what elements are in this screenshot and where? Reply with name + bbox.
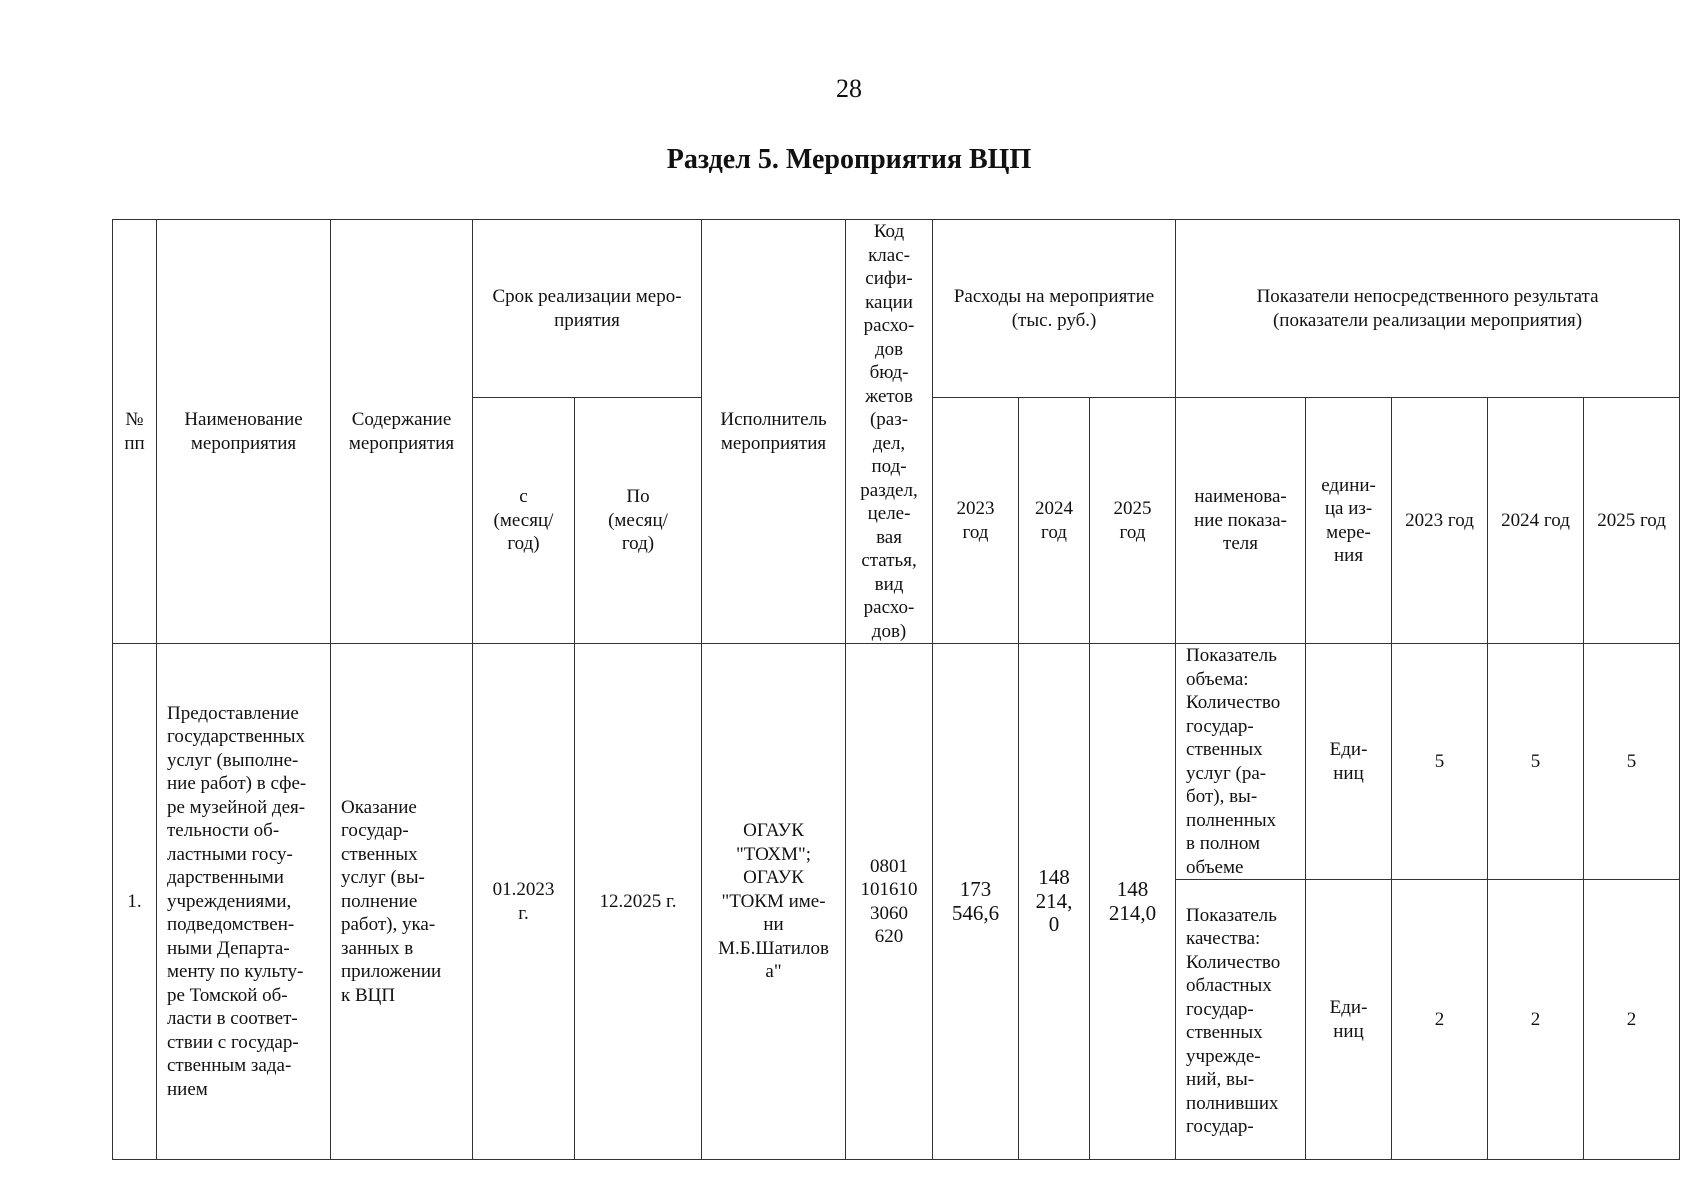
header-name: Наименование мероприятия bbox=[157, 220, 331, 644]
row-executor: ОГАУК "ТОХМ"; ОГАУК "ТОКМ име- ни М.Б.Шатилов а" bbox=[702, 644, 846, 1160]
header-code: Код клас- сифи- кации расхо- дов бюд- жетов (раз- дел, под- раздел, целе- вая статья, вид расхо- дов) bbox=[846, 220, 933, 644]
header-ind-2023: 2023 год bbox=[1392, 398, 1488, 644]
header-executor: Исполнитель мероприятия bbox=[702, 220, 846, 644]
row-code: 0801 101610 3060 620 bbox=[846, 644, 933, 1160]
header-row-top bbox=[113, 220, 1680, 398]
header-term-to: По (месяц/ год) bbox=[575, 398, 702, 644]
indicator-quality-name: Показатель качества: Количество областных государ- ственных учрежде- ний, вы- полнивших государ- bbox=[1186, 904, 1281, 1136]
indicator-volume-unit: Еди- ниц bbox=[1306, 644, 1392, 880]
header-exp-2023: 2023 год bbox=[933, 398, 1019, 644]
row-exp-2024: 148 214, 0 bbox=[1019, 644, 1090, 1160]
header-term: Срок реализации меро- приятия bbox=[473, 220, 702, 398]
indicator-volume-2024: 5 bbox=[1488, 644, 1584, 880]
header-expenses: Расходы на мероприятие (тыс. руб.) bbox=[933, 220, 1176, 398]
header-indicators: Показатели непосредственного результата (показатели реализации мероприятия) bbox=[1176, 220, 1680, 398]
indicator-volume-2025: 5 bbox=[1584, 644, 1680, 880]
indicator-quality-unit: Еди- ниц bbox=[1306, 880, 1392, 1160]
row-content: Оказание государ- ственных услуг (вы- полнение работ), ука- занных в приложении к ВЦП bbox=[331, 644, 473, 1160]
indicator-volume-name: Показатель объема: Количество государ- ственных услуг (ра- бот), вы- полненных в полном объеме bbox=[1176, 644, 1306, 880]
header-ind-2024: 2024 год bbox=[1488, 398, 1584, 644]
row-num: 1. bbox=[113, 644, 157, 1160]
section-title: Раздел 5. Мероприятия ВЦП bbox=[666, 144, 1032, 175]
header-exp-2025: 2025 год bbox=[1090, 398, 1176, 644]
page-number: 28 bbox=[836, 74, 862, 103]
indicator-quality-2024: 2 bbox=[1488, 880, 1584, 1160]
header-term-from: с (месяц/ год) bbox=[473, 398, 575, 644]
row-term-to: 12.2025 г. bbox=[575, 644, 702, 1160]
header-ind-2025: 2025 год bbox=[1584, 398, 1680, 644]
table-row bbox=[113, 644, 1680, 880]
row-term-from: 01.2023 г. bbox=[473, 644, 575, 1160]
header-num: № пп bbox=[113, 220, 157, 644]
measures-table bbox=[112, 219, 1680, 1160]
header-exp-2024: 2024 год bbox=[1019, 398, 1090, 644]
indicator-quality-cell bbox=[1176, 880, 1306, 1160]
row-exp-2025: 148 214,0 bbox=[1090, 644, 1176, 1160]
header-ind-unit: едини- ца из- мере- ния bbox=[1306, 398, 1392, 644]
row-name: Предоставление государственных услуг (выполне- ние работ) в сфе- ре музейной дея- тельности об- ластными госу- дарственными учреждениями, подведомствен- ными Департа- менту по культу- ре Томской об- ласти в соответ- ствии с государ- ственным зада- нием bbox=[157, 644, 331, 1160]
row-exp-2023: 173 546,6 bbox=[933, 644, 1019, 1160]
header-ind-name: наименова- ние показа- теля bbox=[1176, 398, 1306, 644]
indicator-quality-2025: 2 bbox=[1584, 880, 1680, 1160]
indicator-volume-2023: 5 bbox=[1392, 644, 1488, 880]
indicator-quality-2023: 2 bbox=[1392, 880, 1488, 1160]
header-content: Содержание мероприятия bbox=[331, 220, 473, 644]
